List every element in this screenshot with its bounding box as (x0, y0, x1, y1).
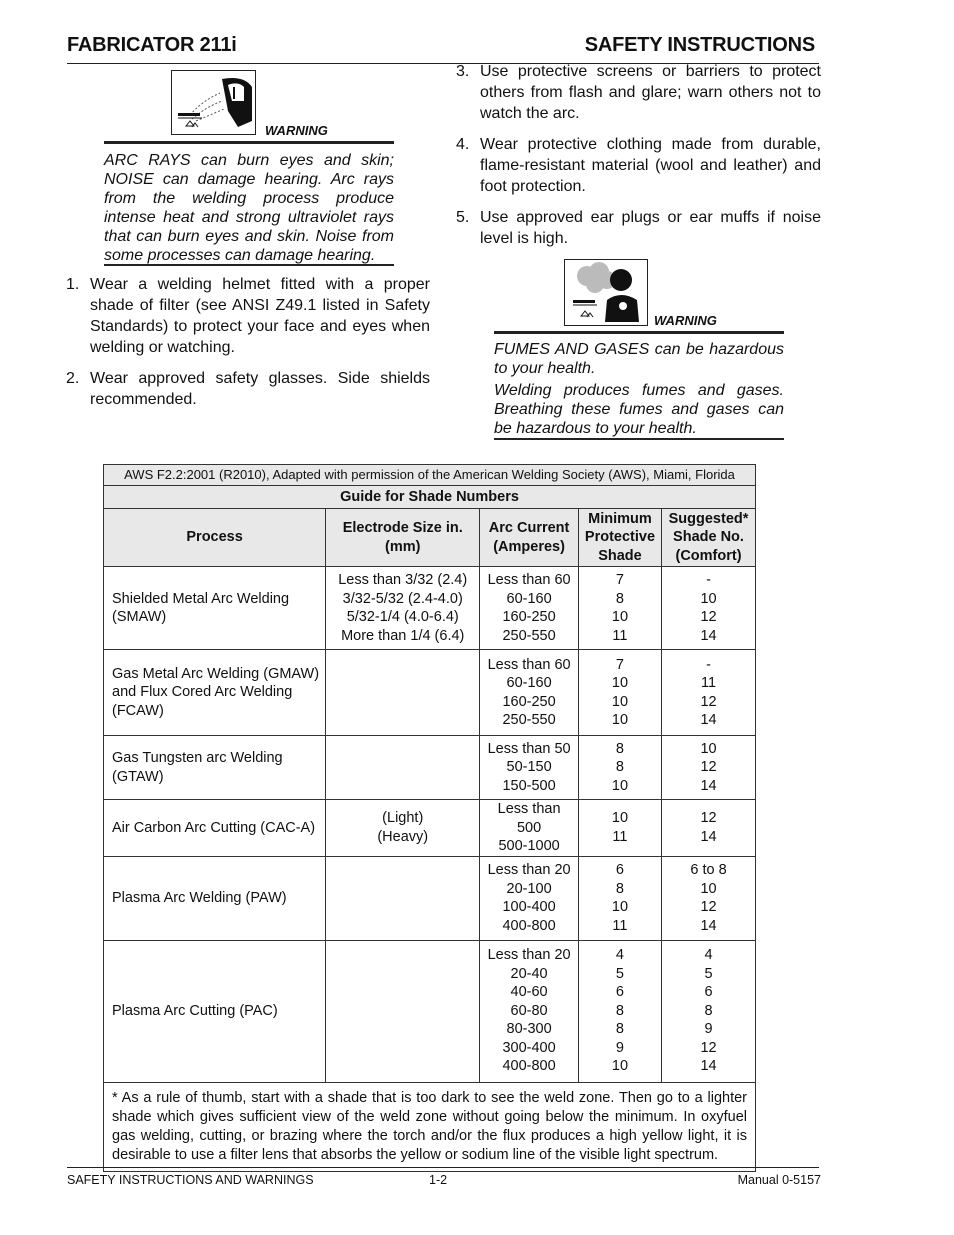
min-value: 8 (615, 590, 624, 607)
suggested-cell (662, 856, 756, 940)
current-value: 300-400 (502, 1039, 556, 1056)
current-value: Less than 20 (487, 862, 571, 878)
min-cell (578, 940, 661, 1082)
suggested-cell (662, 800, 756, 857)
suggested-value: 11 (700, 675, 717, 691)
section-title: SAFETY INSTRUCTIONS (584, 34, 815, 56)
table-row (104, 650, 756, 736)
shade-number-table (103, 464, 756, 1172)
column-header: Electrode Size in. (mm) (326, 509, 480, 567)
electrode-cell (326, 856, 480, 940)
min-value: 11 (612, 627, 628, 644)
warning-text-arc: ARC RAYS can burn eyes and skin; NOISE can damage hearing. Arc rays from the welding process produce intense heat and strong ultraviolet rays that can burn eyes and skin. Noise from some processes can damage hearing. (104, 152, 394, 264)
warning-label-arc: WARNING (265, 123, 328, 138)
suggested-value: 14 (700, 627, 717, 644)
current-value: 20-100 (506, 880, 552, 897)
min-cell (578, 567, 661, 650)
suggested-value: - (706, 572, 711, 588)
step-item: 2. Wear approved safety glasses. Side shields recommended. (66, 370, 430, 408)
current-value: 160-250 (502, 609, 556, 625)
suggested-value: 14 (700, 917, 717, 934)
suggested-value: 12 (700, 1039, 717, 1056)
suggested-value: 12 (700, 810, 717, 827)
min-value: 10 (611, 810, 629, 827)
table-footnote: * As a rule of thumb, start with a shade that is too dark to see the weld zone. Then go to a lighter shade which gives sufficient view of the weld zone without going below the minimum. In oxyfuel gas welding, cutting, or brazing where the torch and/or the flux produces a high yellow light, it is desirable to use a filter lens that absorbs the yellow or sodium line of the visible light spectrum. (104, 1082, 756, 1171)
min-value: 4 (615, 947, 624, 964)
product-title: FABRICATOR 211i (67, 34, 237, 56)
electrode-value: (Heavy) (377, 828, 429, 845)
suggested-value: 10 (700, 880, 717, 897)
column-header: Minimum Protective Shade (578, 509, 661, 567)
min-value: 10 (611, 693, 629, 710)
min-cell (578, 736, 661, 800)
min-cell (578, 856, 661, 940)
step-item: 1. Wear a welding helmet fitted with a proper shade of filter (see ANSI Z49.1 listed in Safety Standards) to protect your face and eyes when welding or watching. (66, 276, 430, 356)
current-cell (480, 940, 579, 1082)
current-value: 40-60 (510, 984, 548, 1001)
table-row (104, 800, 756, 857)
left-step-list (66, 274, 430, 420)
warning-rule-bottom (494, 438, 784, 440)
current-cell (480, 800, 579, 857)
process-cell: Air Carbon Arc Cutting (CAC-A) (104, 800, 326, 857)
min-value: 7 (615, 572, 624, 588)
min-cell (578, 800, 661, 857)
current-cell (480, 856, 579, 940)
current-value: 250-550 (502, 627, 556, 644)
min-value: 8 (615, 759, 624, 776)
suggested-value: 14 (700, 712, 717, 728)
table-row (104, 940, 756, 1082)
suggested-value: 6 to 8 (690, 862, 727, 878)
current-value: 500 (516, 819, 542, 836)
table-caption: AWS F2.2:2001 (R2010), Adapted with permission of the American Welding Society (AWS), Miami, Florida (104, 465, 756, 486)
column-header: Arc Current (Amperes) (480, 509, 579, 567)
warning-rule-bottom (104, 264, 394, 266)
current-cell (480, 736, 579, 800)
warning-rule-top (494, 331, 784, 334)
suggested-value: 12 (700, 899, 717, 915)
current-cell (480, 567, 579, 650)
step-item: 4. Wear protective clothing made from durable, flame-resistant material (wool and leather) and foot protection. (456, 136, 821, 195)
suggested-value: 12 (700, 609, 717, 625)
suggested-cell (662, 650, 756, 736)
current-value: Less than 60 (487, 572, 571, 588)
current-value: Less than 60 (487, 656, 571, 673)
current-value: 60-160 (506, 590, 552, 607)
warning-label-fumes: WARNING (654, 313, 717, 328)
min-value: 10 (611, 675, 629, 691)
min-value: 9 (615, 1039, 624, 1056)
suggested-value: 9 (704, 1021, 713, 1038)
process-cell: Shielded Metal Arc Welding (SMAW) (104, 567, 326, 650)
fumes-gases-icon (564, 259, 648, 326)
current-value: 400-800 (502, 917, 556, 934)
min-value: 5 (615, 965, 624, 982)
min-value: 6 (615, 984, 624, 1001)
suggested-value: 12 (700, 759, 717, 776)
current-value: 50-150 (506, 759, 552, 776)
suggested-cell (662, 736, 756, 800)
footer-left: SAFETY INSTRUCTIONS AND WARNINGS (67, 1173, 314, 1187)
arc-rays-helmet-icon (171, 70, 256, 135)
current-value: 20-40 (510, 965, 548, 982)
suggested-value: 12 (700, 693, 717, 710)
table-row (104, 567, 756, 650)
column-header: Suggested* Shade No. (Comfort) (662, 509, 756, 567)
process-cell: Gas Metal Arc Welding (GMAW) and Flux Cored Arc Welding (FCAW) (104, 650, 326, 736)
right-step-list (456, 61, 821, 259)
suggested-value: 14 (700, 1058, 717, 1075)
electrode-value: 3/32-5/32 (2.4-4.0) (342, 590, 463, 607)
step-item: 5. Use approved ear plugs or ear muffs if noise level is high. (456, 209, 821, 247)
min-value: 8 (615, 1002, 624, 1019)
current-value: Less than 20 (487, 947, 571, 964)
manual-number: Manual 0-5157 (737, 1173, 821, 1187)
suggested-value: 14 (700, 777, 717, 794)
electrode-cell (326, 736, 480, 800)
electrode-cell (326, 567, 480, 650)
electrode-value: More than 1/4 (6.4) (341, 627, 465, 644)
column-header: Process (104, 509, 326, 567)
current-value: 60-80 (510, 1002, 548, 1019)
table-row (104, 856, 756, 940)
min-value: 8 (615, 1021, 624, 1038)
suggested-value: 10 (700, 590, 717, 607)
min-value: 10 (611, 1058, 629, 1075)
electrode-cell (326, 650, 480, 736)
warning-rule-top (104, 141, 394, 144)
current-value: Less than (497, 801, 561, 817)
process-cell: Plasma Arc Welding (PAW) (104, 856, 326, 940)
page-number: 1-2 (429, 1173, 448, 1187)
current-value: 250-550 (502, 712, 556, 728)
min-value: 6 (615, 862, 624, 878)
min-cell (578, 650, 661, 736)
step-item: 3. Use protective screens or barriers to protect others from flash and glare; warn others not to watch the arc. (456, 63, 821, 122)
suggested-value: 6 (704, 984, 713, 1001)
suggested-cell (662, 567, 756, 650)
table-row (104, 736, 756, 800)
min-value: 7 (615, 656, 624, 673)
suggested-value: - (706, 656, 711, 673)
current-value: 400-800 (502, 1058, 556, 1075)
process-cell: Gas Tungsten arc Welding (GTAW) (104, 736, 326, 800)
min-value: 11 (612, 917, 628, 934)
suggested-value: 8 (704, 1002, 713, 1019)
current-value: 80-300 (506, 1021, 552, 1038)
warning-text-fumes-2: Welding produces fumes and gases. Breathing these fumes and gases can be hazardous to your health. (494, 382, 784, 437)
electrode-value: 5/32-1/4 (4.0-6.4) (346, 609, 459, 625)
current-value: Less than 50 (487, 740, 571, 757)
min-value: 10 (611, 777, 629, 794)
table-title: Guide for Shade Numbers (104, 486, 756, 509)
current-cell (480, 650, 579, 736)
current-value: 160-250 (502, 693, 556, 710)
electrode-value: Less than 3/32 (2.4) (338, 572, 468, 588)
min-value: 8 (615, 740, 624, 757)
current-value: 60-160 (506, 675, 552, 691)
min-value: 8 (615, 880, 624, 897)
suggested-cell (662, 940, 756, 1082)
suggested-value: 5 (704, 965, 713, 982)
current-value: 500-1000 (498, 838, 560, 854)
electrode-cell (326, 800, 480, 857)
min-value: 10 (611, 609, 629, 625)
suggested-value: 10 (700, 740, 717, 757)
min-value: 10 (611, 712, 629, 728)
current-value: 100-400 (502, 899, 556, 915)
min-value: 10 (611, 899, 629, 915)
footer-divider (67, 1167, 819, 1168)
process-cell: Plasma Arc Cutting (PAC) (104, 940, 326, 1082)
electrode-value: (Light) (382, 810, 424, 827)
electrode-cell (326, 940, 480, 1082)
min-value: 11 (612, 828, 628, 845)
suggested-value: 4 (704, 947, 713, 964)
suggested-value: 14 (700, 828, 717, 845)
current-value: 150-500 (502, 777, 556, 794)
warning-text-fumes-1: FUMES AND GASES can be hazardous to your health. (494, 341, 784, 377)
